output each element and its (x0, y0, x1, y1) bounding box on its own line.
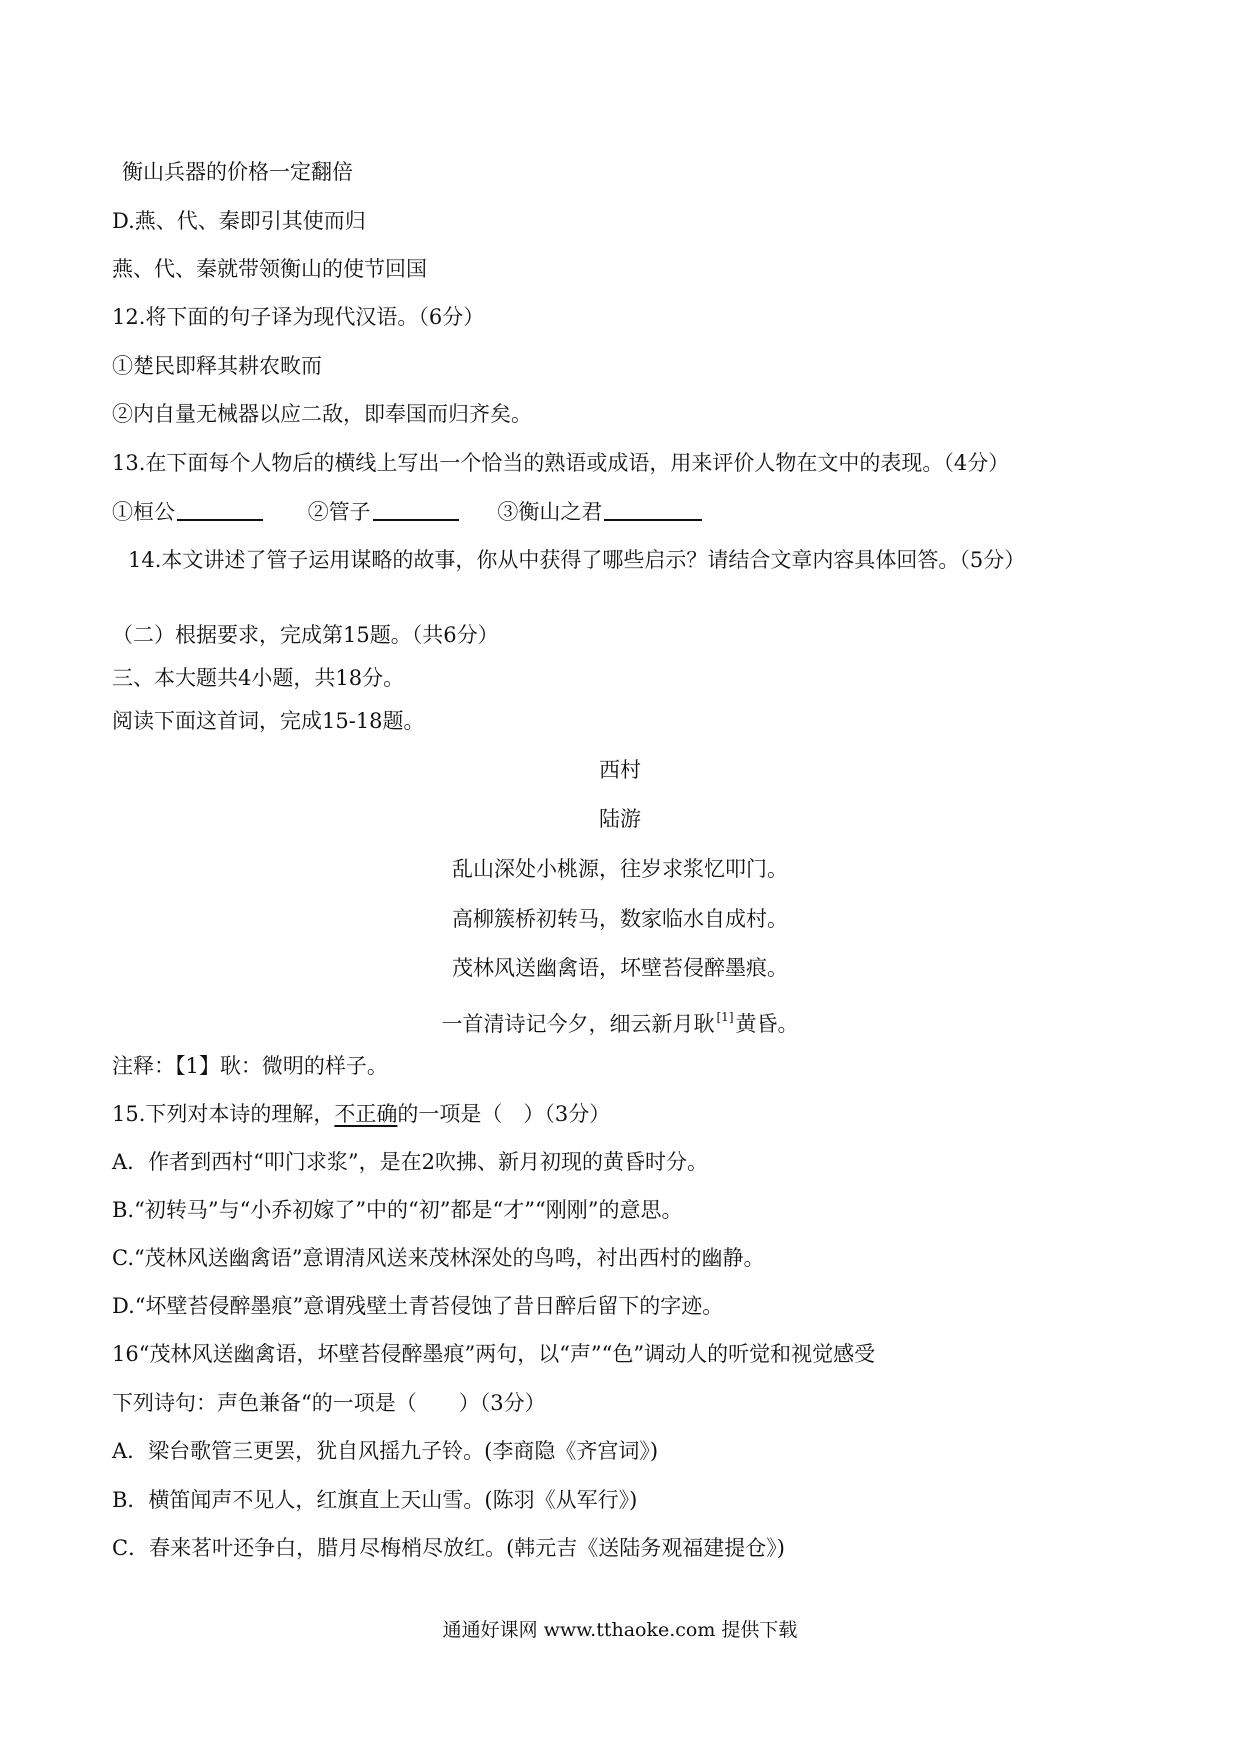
question-16-stem-1: 16“茂林风送幽禽语，坏壁苔侵醉墨痕”两句，以“声”“色”调动人的听觉和视觉感受 (112, 1342, 876, 1366)
question-15-underlined: 不正确 (334, 1102, 398, 1126)
reading-instruction: 阅读下面这首词，完成15-18题。 (112, 709, 425, 733)
question-14: 14.本文讲述了管子运用谋略的故事，你从中获得了哪些启示？请结合文章内容具体回答。（5分） (128, 548, 1026, 572)
question-16-stem-2: 下列诗句：声色兼备“的一项是（ ）（3分） (112, 1391, 546, 1415)
option-d: D.燕、代、秦即引其使而归 (112, 209, 366, 233)
question-12-sentence-1: ①楚民即释其耕农畋而 (112, 354, 322, 378)
answer-blank-guanzi[interactable] (373, 499, 459, 521)
footnote-ref: [1] (716, 1010, 734, 1024)
option-d-translation: 燕、代、秦就带领衡山的使节回国 (112, 257, 427, 281)
poem-line-3: 茂林风送幽禽语，坏壁苔侵醉墨痕。 (452, 956, 788, 980)
blank-label-hengshan: ③衡山之君 (497, 500, 603, 524)
question-15-option-d: D.“坏壁苔侵醉墨痕”意谓残壁土青苔侵蚀了昔日醉后留下的字迹。 (112, 1294, 724, 1318)
question-12: 12.将下面的句子译为现代汉语。（6分） (112, 305, 485, 329)
answer-blank-huangong[interactable] (177, 499, 263, 521)
blank-label-guanzi: ②管子 (307, 500, 371, 524)
question-13-blanks (112, 498, 702, 526)
section-2-heading: （二）根据要求，完成第15题。（共6分） (112, 623, 499, 647)
question-12-sentence-2: ②内自量无械器以应二敌，即奉国而归齐矣。 (112, 402, 532, 426)
question-15-stem-end: 的一项是（ ）（3分） (397, 1102, 611, 1126)
poem-title: 西村 (599, 758, 641, 782)
poem-line-4-text: 一首清诗记今夕，细云新月耿 (441, 1012, 715, 1036)
blank-label-huangong: ①桓公 (112, 500, 175, 524)
poem-line-2: 高柳簇桥初转马，数家临水自成村。 (452, 907, 788, 931)
line-weapon-price: 衡山兵器的价格一定翻倍 (122, 160, 353, 184)
question-16-option-a: A．梁台歌管三更罢，犹自风摇九子铃。(李商隐《齐宫词》) (112, 1439, 659, 1463)
section-3-heading: 三、本大题共4小题，共18分。 (112, 666, 405, 690)
question-16-option-c: C．春来茗叶还争白，腊月尽梅梢尽放红。(韩元吉《送陆务观福建提仓》) (112, 1536, 785, 1560)
poem-line-4 (0, 1003, 1240, 1038)
question-15-option-c: C.“茂林风送幽禽语”意谓清风送来茂林深处的鸟鸣，衬出西村的幽静。 (112, 1246, 765, 1270)
question-15 (112, 1100, 610, 1128)
question-15-option-b: B.“初转马”与“小乔初嫁了”中的“初”都是“才”“刚刚”的意思。 (112, 1198, 683, 1222)
poem-line-1: 乱山深处小桃源，往岁求浆忆叩门。 (452, 857, 788, 881)
question-16-option-b: B．横笛闻声不见人，红旗直上天山雪。(陈羽《从军行》) (112, 1488, 638, 1512)
answer-blank-hengshan[interactable] (604, 499, 702, 521)
question-13: 13.在下面每个人物后的横线上写出一个恰当的熟语或成语，用来评价人物在文中的表现。（4分） (112, 451, 1010, 475)
poem-line-4-end: 黄昏。 (735, 1012, 799, 1036)
footnote: 注释：【1】耿：微明的样子。 (112, 1054, 388, 1078)
poem-author: 陆游 (599, 807, 641, 831)
question-15-stem-start: 15.下列对本诗的理解， (112, 1102, 335, 1126)
page-footer: 通通好课网 www.tthaoke.com 提供下载 (442, 1619, 798, 1641)
question-15-option-a: A．作者到西村“叩门求浆”，是在2吹拂、新月初现的黄昏时分。 (112, 1150, 708, 1174)
